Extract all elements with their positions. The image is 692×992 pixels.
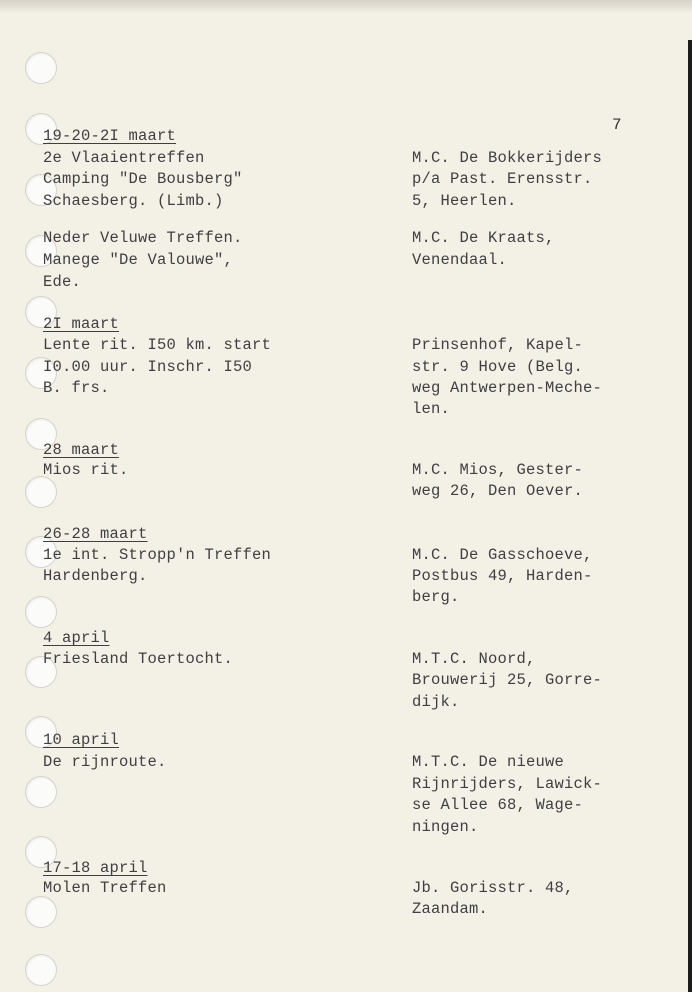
event-line: Friesland Toertocht.: [43, 650, 234, 668]
event-date: 17-18 april: [43, 859, 148, 877]
organizer-line: Rijnrijders, Lawick-: [412, 775, 603, 793]
event-line: Camping "De Bousberg": [43, 170, 243, 188]
organizer-line: Venendaal.: [412, 251, 508, 269]
event-line: Schaesberg. (Limb.): [43, 192, 224, 210]
organizer-line: M.T.C. Noord,: [412, 650, 536, 668]
organizer-line: dijk.: [412, 693, 460, 711]
binder-hole: [25, 954, 57, 986]
organizer-line: weg 26, Den Oever.: [412, 482, 584, 500]
event-date: 10 april: [43, 731, 120, 749]
organizer-line: se Allee 68, Wage-: [412, 796, 584, 814]
organizer-line: p/a Past. Erensstr.: [412, 170, 593, 188]
event-date: 19-20-2I maart: [43, 127, 177, 145]
organizer-line: M.C. De Kraats,: [412, 229, 555, 247]
organizer-line: M.T.C. De nieuwe: [412, 753, 565, 771]
event-line: Molen Treffen: [43, 879, 167, 897]
event-date: 4 april: [43, 629, 110, 647]
event-line: Mios rit.: [43, 461, 129, 479]
organizer-line: str. 9 Hove (Belg.: [412, 358, 584, 376]
organizer-line: Prinsenhof, Kapel-: [412, 336, 584, 354]
organizer-line: M.C. De Gasschoeve,: [412, 546, 593, 564]
organizer-line: Postbus 49, Harden-: [412, 567, 593, 585]
organizer-line: M.C. Mios, Gester-: [412, 461, 584, 479]
organizer-line: ningen.: [412, 818, 479, 836]
organizer-line: Zaandam.: [412, 900, 489, 918]
page-top-edge: [0, 0, 692, 14]
organizer-line: M.C. De Bokkerijders: [412, 149, 603, 167]
event-date: 28 maart: [43, 441, 120, 459]
page-right-edge: [688, 40, 692, 992]
organizer-line: 5, Heerlen.: [412, 192, 517, 210]
organizer-line: Jb. Gorisstr. 48,: [412, 879, 574, 897]
binder-hole: [25, 896, 57, 928]
event-line: Ede.: [43, 273, 82, 291]
binder-hole: [25, 52, 57, 84]
organizer-line: Brouwerij 25, Gorre-: [412, 671, 603, 689]
binder-hole: [25, 596, 57, 628]
event-line: Manege "De Valouwe",: [43, 251, 234, 269]
binder-hole: [25, 776, 57, 808]
event-date: 2I maart: [43, 315, 120, 333]
event-line: Neder Veluwe Treffen.: [43, 229, 243, 247]
event-line: B. frs.: [43, 379, 110, 397]
organizer-line: berg.: [412, 588, 460, 606]
event-line: I0.00 uur. Inschr. I50: [43, 358, 253, 376]
event-date: 26-28 maart: [43, 525, 148, 543]
event-line: Hardenberg.: [43, 567, 148, 585]
organizer-line: len.: [412, 400, 451, 418]
event-line: Lente rit. I50 km. start: [43, 336, 272, 354]
event-line: 1e int. Stropp'n Treffen: [43, 546, 272, 564]
event-line: De rijnroute.: [43, 753, 167, 771]
page-number: 7: [612, 116, 622, 134]
event-line: 2e Vlaaientreffen: [43, 149, 205, 167]
organizer-line: weg Antwerpen-Meche-: [412, 379, 603, 397]
